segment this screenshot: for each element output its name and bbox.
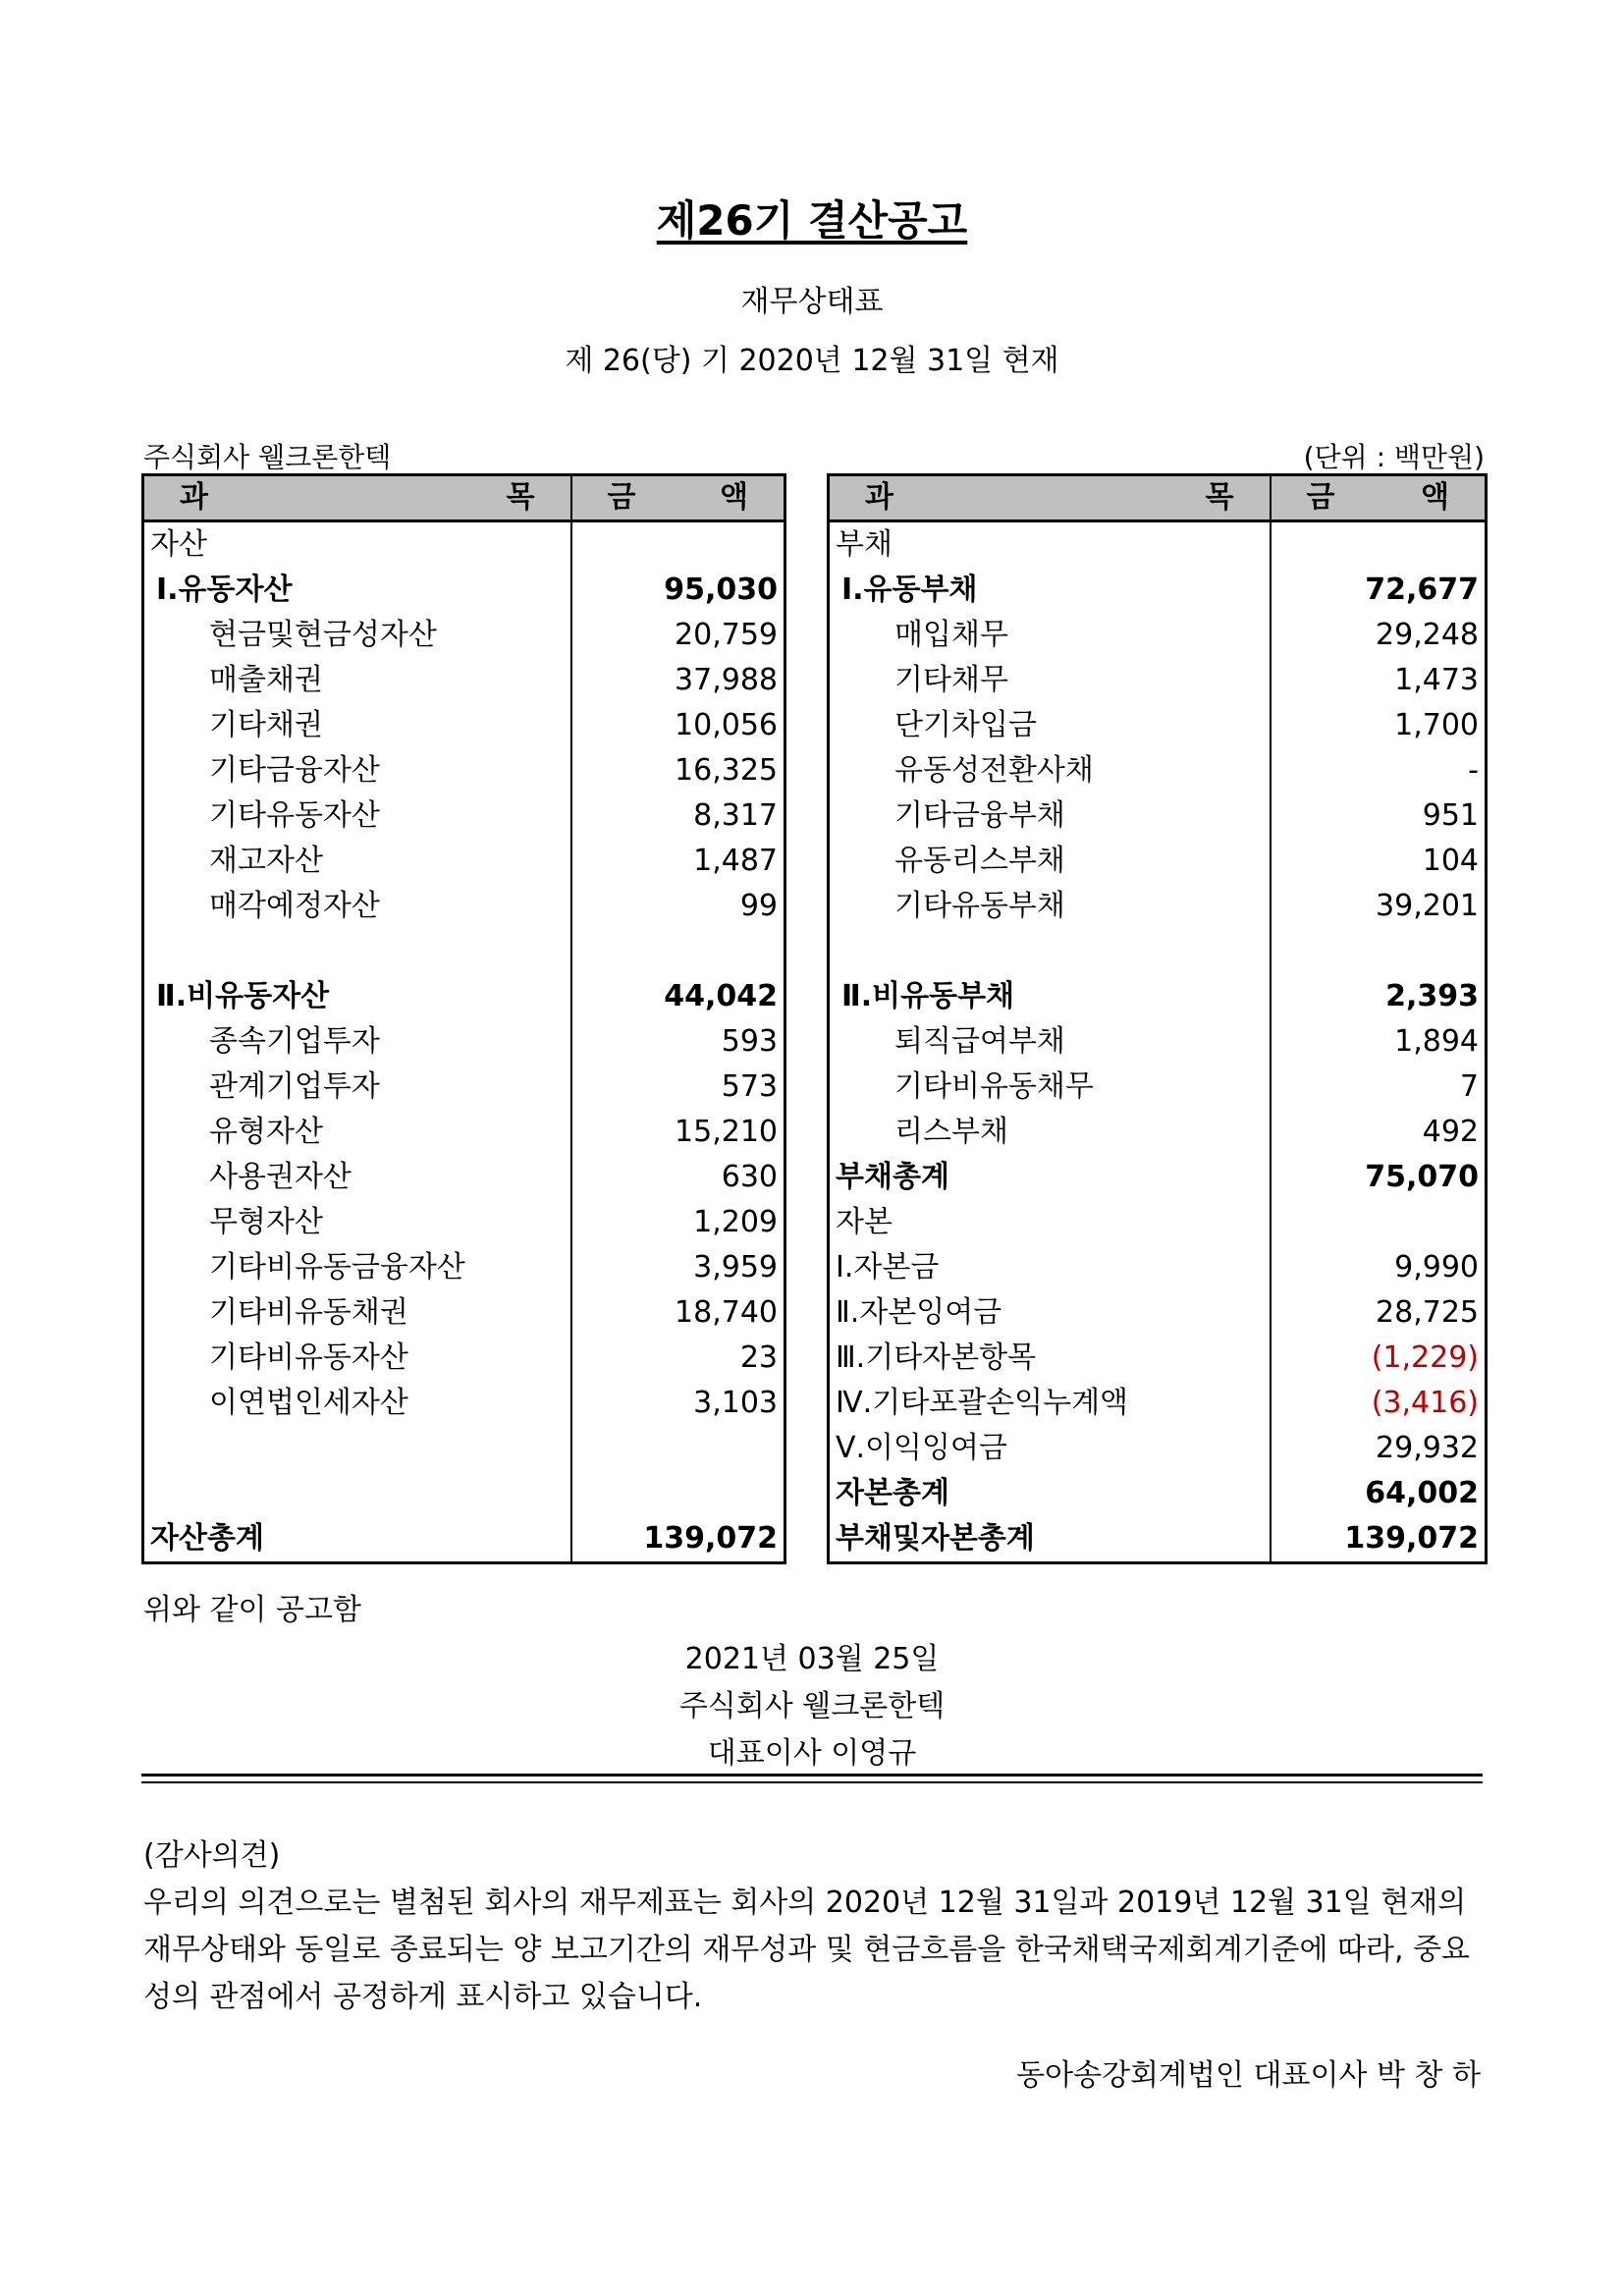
asset-amount: 8,317 [693,798,778,833]
liability-label: Ⅰ.자본금 [829,1245,1271,1290]
asset-row [143,748,785,793]
divider-line [141,1774,1483,1777]
asset-label: 유형자산 [143,1110,571,1155]
asset-row [143,974,785,1019]
liability-label: 부채및자본총계 [829,1516,1271,1563]
asset-row [143,613,785,658]
liability-amount [1271,1200,1487,1245]
liability-label: Ⅰ.유동부채 [829,568,1271,613]
asset-row [143,929,785,974]
asset-label: 기타비유동금융자산 [143,1245,571,1290]
liability-amount: (1,229) [1371,1340,1479,1375]
item-header [143,475,571,521]
asset-row [143,1065,785,1110]
liability-label: 기타채무 [829,658,1271,703]
liability-amount: 1,894 [1394,1024,1479,1059]
assets-header-row [143,475,785,521]
liabilities-header-row [829,475,1487,521]
asset-label: Ⅱ.비유동자산 [143,974,571,1019]
liability-label: 유동성전환사채 [829,748,1271,793]
liability-row [829,1200,1487,1245]
liability-label: 매입채무 [829,613,1271,658]
item-header-a: 과 [865,480,893,515]
liability-label: 기타유동부채 [829,884,1271,929]
liability-label: Ⅳ.기타포괄손익누계액 [829,1381,1271,1426]
item-header-b: 목 [506,480,535,515]
amount-header-b: 액 [1421,480,1449,515]
asset-label: 기타유동자산 [143,793,571,839]
liability-row [829,1245,1487,1290]
liability-amount: 29,932 [1376,1431,1479,1465]
asset-label [143,929,571,974]
liability-label [829,929,1271,974]
item-header-b: 목 [1205,480,1234,515]
liability-row [829,613,1487,658]
asset-label: 사용권자산 [143,1155,571,1200]
asset-row [143,793,785,839]
liability-amount [1271,521,1487,569]
item-header-a: 과 [180,480,208,515]
liability-row [829,793,1487,839]
asset-label: Ⅰ.유동자산 [143,568,571,613]
liability-row [829,1155,1487,1200]
amount-header [571,475,785,521]
auditor-signature: 동아송강회계법인 대표이사 박 창 하 [1016,2058,1481,2093]
liability-amount: 64,002 [1365,1476,1479,1510]
statement-name: 재무상태표 [740,285,884,319]
liability-amount: 7 [1459,1069,1479,1104]
company-name: 주식회사 웰크론한텍 [143,441,392,473]
divider-line [141,1781,1483,1783]
liability-label: 리스부채 [829,1110,1271,1155]
liability-row [829,748,1487,793]
liability-label: 기타비유동채무 [829,1065,1271,1110]
liability-label: 자본총계 [829,1471,1271,1516]
liability-label: Ⅲ.기타자본항목 [829,1336,1271,1381]
liability-amount: - [1468,753,1479,788]
asset-label: 재고자산 [143,839,571,884]
asset-amount: 44,042 [664,979,778,1013]
liability-row [829,839,1487,884]
asset-amount: 1,487 [693,844,778,878]
asset-label: 기타금융자산 [143,748,571,793]
asset-row [143,1290,785,1336]
liability-row [829,568,1487,613]
asset-amount [571,521,785,569]
asset-label: 무형자산 [143,1200,571,1245]
asset-row [143,1155,785,1200]
liability-row [829,1290,1487,1336]
liability-row [829,521,1487,569]
asset-amount [571,929,785,974]
amount-header-b: 액 [720,480,748,515]
asset-label: 이연법인세자산 [143,1381,571,1426]
asset-amount: 573 [721,1069,778,1104]
asset-amount: 10,056 [675,708,778,742]
liability-amount: 1,473 [1394,663,1479,697]
liability-row [829,1516,1487,1563]
liability-row [829,1336,1487,1381]
asset-amount: 139,072 [643,1521,778,1556]
audit-heading: (감사의견) [143,1838,281,1873]
asset-amount [571,1426,785,1471]
asset-row [143,1019,785,1065]
liability-amount: 951 [1422,798,1479,833]
liability-amount: 72,677 [1365,573,1479,607]
asset-row [143,1516,785,1563]
liability-label: 단기차입금 [829,703,1271,748]
asset-label: 자산총계 [143,1516,571,1563]
liability-amount: 492 [1422,1115,1479,1149]
asset-row [143,1245,785,1290]
asset-amount: 37,988 [675,663,778,697]
liability-label: 부채 [829,521,1271,569]
liability-amount: 28,725 [1376,1295,1479,1330]
asset-row [143,568,785,613]
asset-label: 매각예정자산 [143,884,571,929]
liability-label: Ⅱ.비유동부채 [829,974,1271,1019]
asset-row [143,703,785,748]
liability-amount: 139,072 [1344,1521,1479,1556]
liability-row [829,1065,1487,1110]
asset-label: 매출채권 [143,658,571,703]
liability-row [829,884,1487,929]
liability-row [829,929,1487,974]
notice-title: 제26기 결산공고 [656,196,968,245]
signing-company: 주식회사 웰크론한텍 [678,1689,946,1723]
asset-amount: 23 [739,1340,778,1375]
asset-label: 기타비유동채권 [143,1290,571,1336]
asset-label: 기타비유동자산 [143,1336,571,1381]
asset-row [143,1381,785,1426]
asset-amount: 15,210 [675,1115,778,1149]
asset-row [143,1336,785,1381]
liability-row [829,1110,1487,1155]
liability-label: 부채총계 [829,1155,1271,1200]
asset-row [143,1200,785,1245]
amount-header-a: 금 [1306,480,1335,515]
liability-amount: 29,248 [1376,618,1479,652]
ceo-signature: 대표이사 이영규 [707,1736,917,1771]
asset-amount: 99 [739,889,778,923]
liability-row [829,974,1487,1019]
assets-table [141,473,786,1564]
closing-statement: 위와 같이 공고함 [143,1593,361,1627]
liability-row [829,1471,1487,1516]
liability-label: 유동리스부채 [829,839,1271,884]
asset-row [143,1110,785,1155]
liability-amount: 2,393 [1385,979,1479,1013]
liability-row [829,1426,1487,1471]
amount-header-a: 금 [607,480,636,515]
announcement-date: 2021년 03월 25일 [684,1642,940,1676]
liability-label: 퇴직급여부채 [829,1019,1271,1065]
liability-amount: (3,416) [1371,1386,1479,1420]
asset-row [143,884,785,929]
asset-row [143,521,785,569]
liability-row [829,658,1487,703]
asset-label [143,1471,571,1516]
asset-amount: 20,759 [675,618,778,652]
audit-opinion: 우리의 의견으로는 별첨된 회사의 재무제표는 회사의 2020년 12월 31일과 2019년 12월 31일 현재의 재무상태와 동일로 종료되는 양 보고기간의 재무성과 및 현금흐름을 한국채택국제회계기준에 따라, 중요성의 관점에서 공정하게 표시하고 있습니다. [143,1886,1471,2014]
liability-row [829,703,1487,748]
asset-label: 종속기업투자 [143,1019,571,1065]
asset-row [143,1426,785,1471]
liability-amount [1271,929,1487,974]
amount-header [1271,475,1487,521]
liabilities-equity-table [827,473,1488,1564]
asset-label: 현금및현금성자산 [143,613,571,658]
liability-amount: 39,201 [1376,889,1479,923]
asset-label [143,1426,571,1471]
asset-label: 관계기업투자 [143,1065,571,1110]
liability-amount: 9,990 [1394,1250,1479,1285]
asset-amount [571,1471,785,1516]
statement-period: 제 26(당) 기 2020년 12월 31일 현재 [565,344,1059,378]
asset-label: 자산 [143,521,571,569]
asset-row [143,839,785,884]
asset-amount: 3,103 [693,1386,778,1420]
liability-amount: 1,700 [1394,708,1479,742]
item-header [829,475,1271,521]
asset-row [143,1471,785,1516]
liability-label: 기타금융부채 [829,793,1271,839]
asset-amount: 16,325 [675,753,778,788]
liability-amount: 104 [1422,844,1479,878]
liability-amount: 75,070 [1365,1160,1479,1194]
asset-amount: 18,740 [675,1295,778,1330]
unit-label: (단위 : 백만원) [1303,441,1485,473]
liability-row [829,1381,1487,1426]
asset-amount: 593 [721,1024,778,1059]
asset-row [143,658,785,703]
liability-label: Ⅴ.이익잉여금 [829,1426,1271,1471]
asset-label: 기타채권 [143,703,571,748]
liability-label: 자본 [829,1200,1271,1245]
asset-amount: 3,959 [693,1250,778,1285]
asset-amount: 630 [721,1160,778,1194]
asset-amount: 1,209 [693,1205,778,1239]
liability-label: Ⅱ.자본잉여금 [829,1290,1271,1336]
asset-amount: 95,030 [664,573,778,607]
liability-row [829,1019,1487,1065]
